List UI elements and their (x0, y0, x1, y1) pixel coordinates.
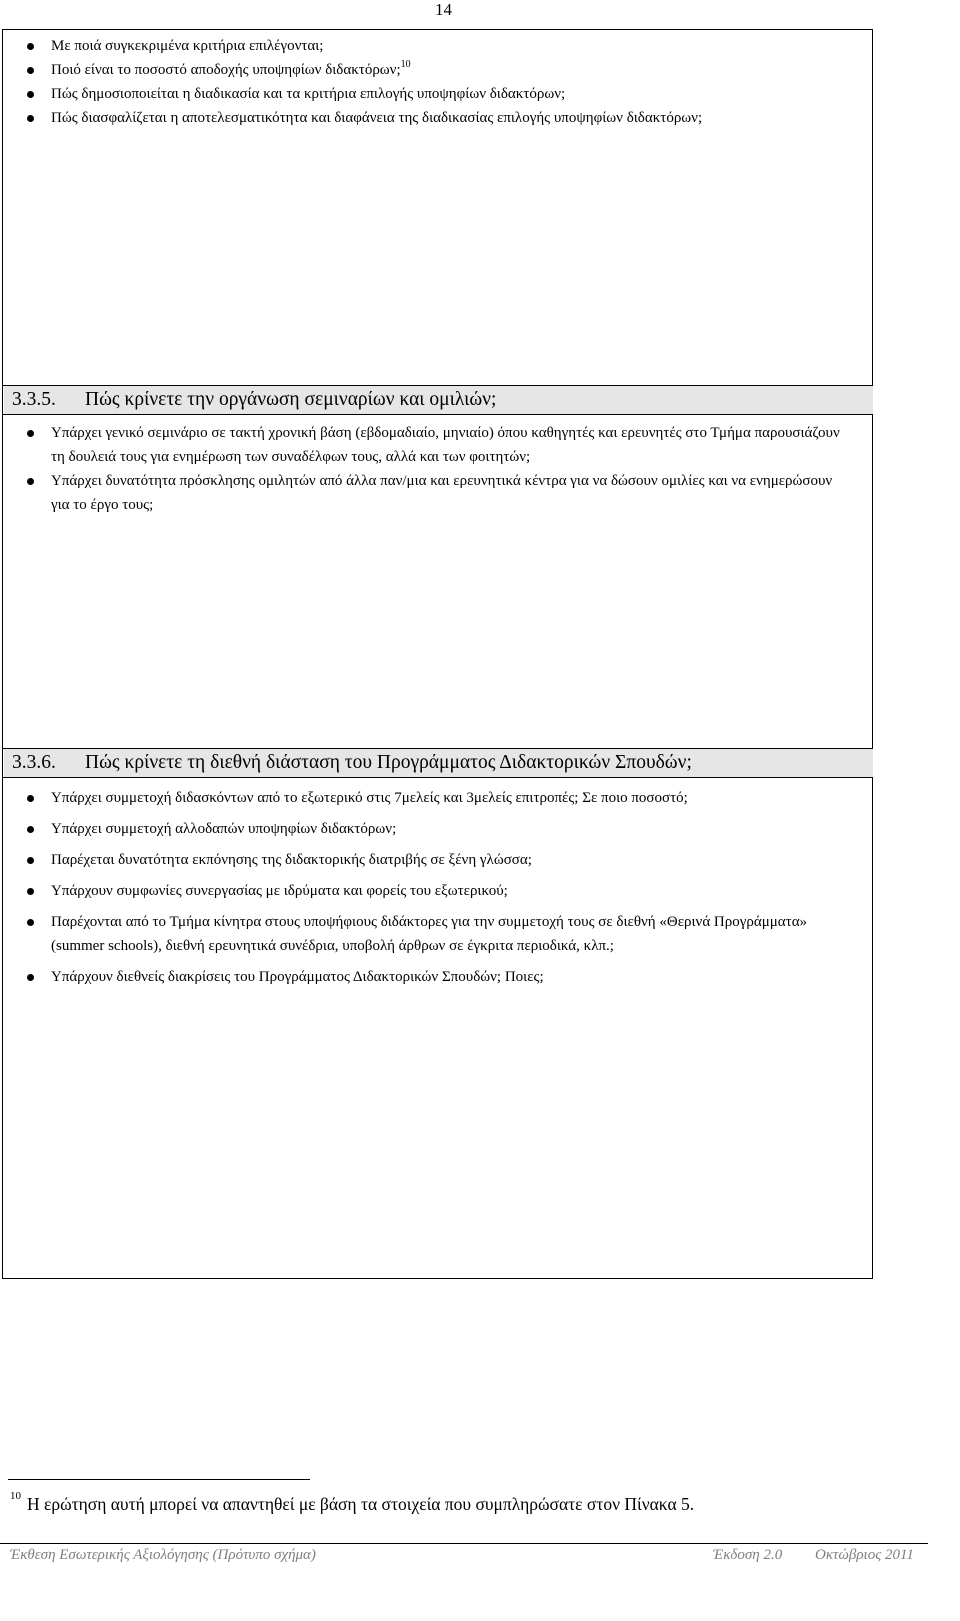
list-item: Πώς δημοσιοποιείται η διαδικασία και τα κριτήρια επιλογής υποψηφίων διδακτόρων; (3, 82, 863, 106)
footer-edition: Έκδοση 2.0 (713, 1547, 783, 1563)
bullet-icon (27, 795, 34, 802)
section-heading-3-3-5 (4, 386, 873, 414)
list-item: Ποιό είναι το ποσοστό αποδοχής υποψηφίων διδακτόρων;$^{10}$ (3, 58, 863, 82)
list-item: Υπάρχει γενικό σεμινάριο σε τακτή χρονική βάση (εβδομαδιαίο, μηνιαίο) όπου καθηγητές και ερευνητές στο Τμήμα παρουσιάζουν τη δουλειά τους για ενημέρωση των συναδέλφων τους, αλλά και των φοιτητών; (3, 421, 853, 469)
section-divider (3, 777, 872, 778)
footnote (10, 1492, 694, 1516)
list-item: Με ποιά συγκεκριμένα κριτήρια επιλέγονται; (3, 34, 863, 58)
footnote-number: 10 (10, 1490, 21, 1503)
bullet-icon (27, 919, 34, 926)
section-divider (3, 414, 872, 415)
section-title: Πώς κρίνετε την οργάνωση σεμιναρίων και ομιλιών; (85, 389, 497, 410)
footnote-text: Η ερώτηση αυτή μπορεί να απαντηθεί με βάση τα στοιχεία που συμπληρώσατε στον Πίνακα 5. (27, 1494, 695, 1514)
list-item: Υπάρχουν συμφωνίες συνεργασίας με ιδρύματα και φορείς του εξωτερικού; (3, 879, 818, 903)
section-number: 3.3.6. (12, 752, 56, 773)
footer-separator (0, 1543, 928, 1544)
page-number: 14 (435, 0, 452, 19)
list-item: Παρέχονται από το Τμήμα κίνητρα στους υποψήφιους διδάκτορες για την συμμετοχή τους σε διεθνή «Θερινά Προγράμματα» (summer schools), διεθνή ερευνητικά συνέδρια, υποβολή άρθρων σε έγκριτα περιοδικά, κλπ.; (3, 910, 818, 958)
section-heading-3-3-6 (4, 749, 873, 777)
bullet-icon (27, 974, 34, 981)
footnote-marker[interactable]: 10 (400, 59, 411, 70)
selection-criteria-list (3, 34, 863, 130)
list-item: Υπάρχει δυνατότητα πρόσκλησης ομιλητών από άλλα παν/μια και ερευνητικά κέντρα για να δώσουν ομιλίες και να ενημερώσουν για το έργο τους; (3, 469, 853, 517)
footnote-separator (8, 1479, 310, 1480)
list-item: Παρέχεται δυνατότητα εκπόνησης της διδακτορικής διατριβής σε ξένη γλώσσα; (3, 848, 818, 872)
international-dimension-list (3, 786, 818, 989)
section-title: Πώς κρίνετε τη διεθνή διάσταση του Προγράμματος Διδακτορικών Σπουδών; (85, 752, 692, 773)
list-item: Υπάρχει συμμετοχή αλλοδαπών υποψηφίων διδακτόρων; (3, 817, 818, 841)
list-item: Υπάρχουν διεθνείς διακρίσεις του Προγράμματος Διδακτορικών Σπουδών; Ποιες; (3, 965, 818, 989)
bullet-icon (27, 857, 34, 864)
bullet-icon (27, 67, 34, 74)
bullet-icon (27, 91, 34, 98)
document-frame (2, 29, 873, 1279)
list-item: Πώς διασφαλίζεται η αποτελεσματικότητα και διαφάνεια της διαδικασίας επιλογής υποψηφίων διδακτόρων; (3, 106, 863, 130)
bullet-icon (27, 888, 34, 895)
section-number: 3.3.5. (12, 389, 56, 410)
bullet-icon (27, 826, 34, 833)
bullet-icon (27, 478, 34, 485)
list-item: Υπάρχει συμμετοχή διδασκόντων από το εξωτερικό στις 7μελείς και 3μελείς επιτροπές; Σε ποιο ποσοστό; (3, 786, 818, 810)
bullet-icon (27, 430, 34, 437)
footer-document-title: Έκθεση Εσωτερικής Αξιολόγησης (Πρότυπο σχήμα) (10, 1547, 316, 1563)
bullet-icon (27, 43, 34, 50)
seminars-question-list (3, 421, 853, 517)
footer-date: Οκτώβριος 2011 (815, 1547, 914, 1563)
bullet-icon (27, 115, 34, 122)
